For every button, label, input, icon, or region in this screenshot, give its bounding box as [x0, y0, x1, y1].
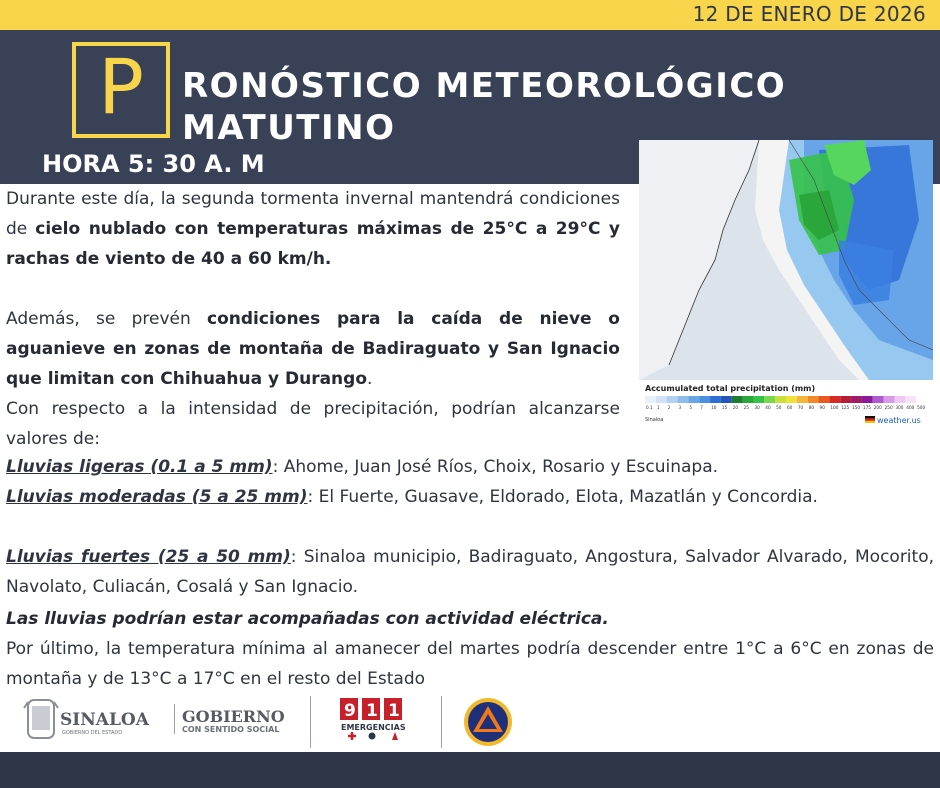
gobierno-logo-sub: CON SENTIDO SOCIAL	[182, 725, 280, 734]
map-legend-title: Accumulated total precipitation (mm)	[645, 384, 816, 393]
map-region-label: Sinaloa	[645, 417, 664, 423]
scale-tick-label: 2	[667, 405, 671, 410]
forecast-highlight: condiciones para la caída de nieve o aguanieve en zonas de montaña de Badiraguato y San Ignacio que limitan con Chihuahua y Durango	[6, 309, 620, 389]
scale-tick-label: 60	[787, 405, 793, 410]
scale-tick-label: 3	[678, 405, 682, 410]
scale-swatch	[840, 396, 851, 403]
logo-divider	[174, 704, 175, 734]
scale-swatch	[916, 396, 927, 403]
scale-swatch	[808, 396, 819, 403]
sinaloa-logo-text: SINALOA	[60, 710, 149, 730]
scale-swatch	[678, 396, 689, 403]
scale-tick-label: 70	[797, 405, 804, 410]
map-brand: weather.us	[877, 416, 921, 425]
scale-tick-label: 25	[743, 405, 749, 410]
scale-tick-label: 250	[884, 405, 893, 410]
footer-divider	[310, 696, 311, 748]
scale-tick-label: 150	[852, 405, 861, 410]
scale-tick-label: 500	[917, 405, 926, 410]
scale-swatch	[873, 396, 884, 403]
page-title-line2: MATUTINO	[182, 108, 396, 148]
scale-tick-label: 7	[700, 405, 703, 410]
scale-tick-label: 1	[656, 405, 660, 410]
electric-activity-note	[6, 604, 934, 634]
title-initial-box	[72, 42, 170, 138]
scale-swatch	[688, 396, 699, 403]
scale-tick-label: 30	[754, 405, 760, 410]
forecast-highlight: cielo nublado con temperaturas máximas de 25°C a 29°C y rachas de viento de 40 a 60 km/h.	[6, 219, 621, 269]
title-initial: P	[98, 42, 144, 131]
scale-tick-label: 100	[830, 405, 839, 410]
proteccion-civil-seal-icon	[464, 698, 512, 746]
police-icon	[369, 733, 376, 740]
scale-swatch	[851, 396, 862, 403]
scale-swatch	[645, 396, 656, 403]
heavy-rain-item	[6, 542, 934, 602]
digit-9: 9	[344, 701, 356, 721]
scale-tick-label: 125	[841, 405, 850, 410]
scale-swatch	[764, 396, 775, 403]
scale-swatch	[894, 396, 905, 403]
heavy-rain-list: : Sinaloa municipio, Badiraguato, Angostura, Salvador Alvarado, Mocorito, Navolato, Culiacán, Cosalá y San Ignacio.	[6, 547, 934, 597]
top-date-bar	[0, 0, 940, 30]
scale-swatch	[819, 396, 830, 403]
forecast-paragraph-2	[6, 304, 620, 394]
scale-swatch	[753, 396, 764, 403]
emergencias-911-logo	[340, 698, 406, 740]
forecast-text: Además, se prevén	[6, 309, 208, 329]
scale-tick-label: 15	[721, 405, 728, 410]
precipitation-map-graphic	[639, 140, 933, 430]
scale-tick-label: 200	[873, 405, 882, 410]
light-rain-list: : Ahome, Juan José Ríos, Choix, Rosario y Escuinapa.	[272, 457, 719, 477]
scale-swatch	[667, 396, 678, 403]
scale-swatch	[775, 396, 786, 403]
moderate-rain-item	[6, 482, 934, 512]
bottom-bar	[0, 752, 940, 788]
min-temperature-paragraph: Por último, la temperatura mínima al amanecer del martes podría descender entre 1°C a 6°C en zonas de montaña y de 13°C a 17°C en el resto del Estado	[6, 639, 934, 689]
scale-swatch	[721, 396, 732, 403]
scale-tick-label: 400	[906, 405, 915, 410]
digit-1b: 1	[388, 701, 400, 721]
footer-logos-graphic	[0, 690, 940, 750]
digit-1: 1	[366, 701, 378, 721]
scale-swatch	[710, 396, 721, 403]
report-date: 12 DE ENERO DE 2026	[692, 2, 926, 26]
forecast-paragraph-3: Con respecto a la intensidad de precipitación, podrían alcanzarse valores de:	[6, 399, 620, 449]
scale-swatch	[829, 396, 840, 403]
page-title-line1: RONÓSTICO METEOROLÓGICO	[182, 66, 787, 106]
scale-tick-label: 20	[732, 405, 739, 410]
scale-swatch	[786, 396, 797, 403]
moderate-rain-label: Lluvias moderadas (5 a 25 mm)	[6, 487, 308, 507]
scale-tick-label: 50	[776, 405, 782, 410]
scale-tick-label: 0.1	[646, 405, 653, 410]
scale-swatch	[656, 396, 667, 403]
scale-tick-label: 5	[689, 405, 693, 410]
flag-stripe	[865, 418, 875, 420]
scale-tick-label: 300	[895, 405, 904, 410]
forecast-paragraph-1	[6, 184, 620, 274]
medical-cross-icon	[348, 732, 356, 740]
fire-icon	[392, 732, 398, 740]
light-rain-item	[6, 452, 934, 482]
precipitation-map	[639, 140, 933, 430]
footer-divider	[441, 696, 442, 748]
scale-tick-label: 40	[765, 405, 771, 410]
footer-logos	[0, 690, 940, 750]
gobierno-logo-text: GOBIERNO	[182, 707, 285, 726]
scale-tick-label: 10	[711, 405, 717, 410]
heavy-rain-label: Lluvias fuertes (25 a 50 mm)	[6, 547, 291, 567]
scale-swatch	[743, 396, 754, 403]
scale-swatch	[732, 396, 743, 403]
scale-swatch	[884, 396, 895, 403]
scale-tick-label: 90	[819, 405, 825, 410]
electric-activity-text: Las lluvias podrían estar acompañadas con actividad eléctrica.	[6, 609, 609, 629]
scale-tick-label: 175	[862, 405, 871, 410]
emergencias-text: EMERGENCIAS	[341, 723, 406, 732]
scale-swatch	[905, 396, 916, 403]
sinaloa-crest-icon	[24, 700, 58, 738]
flag-stripe	[865, 421, 875, 423]
light-rain-label: Lluvias ligeras (0.1 a 5 mm)	[6, 457, 273, 477]
scale-swatch	[797, 396, 808, 403]
scale-swatch	[699, 396, 710, 403]
moderate-rain-list: : El Fuerte, Guasave, Eldorado, Elota, Mazatlán y Concordia.	[307, 487, 818, 507]
sinaloa-logo-sub: GOBIERNO DEL ESTADO	[62, 730, 123, 736]
scale-tick-label: 80	[808, 405, 815, 410]
forecast-text: .	[367, 369, 373, 389]
forecast-text: Durante este día, la segunda tormenta invernal mantendrá condiciones de	[6, 189, 620, 239]
report-time: HORA 5: 30 A. M	[42, 150, 265, 178]
scale-swatch	[862, 396, 873, 403]
